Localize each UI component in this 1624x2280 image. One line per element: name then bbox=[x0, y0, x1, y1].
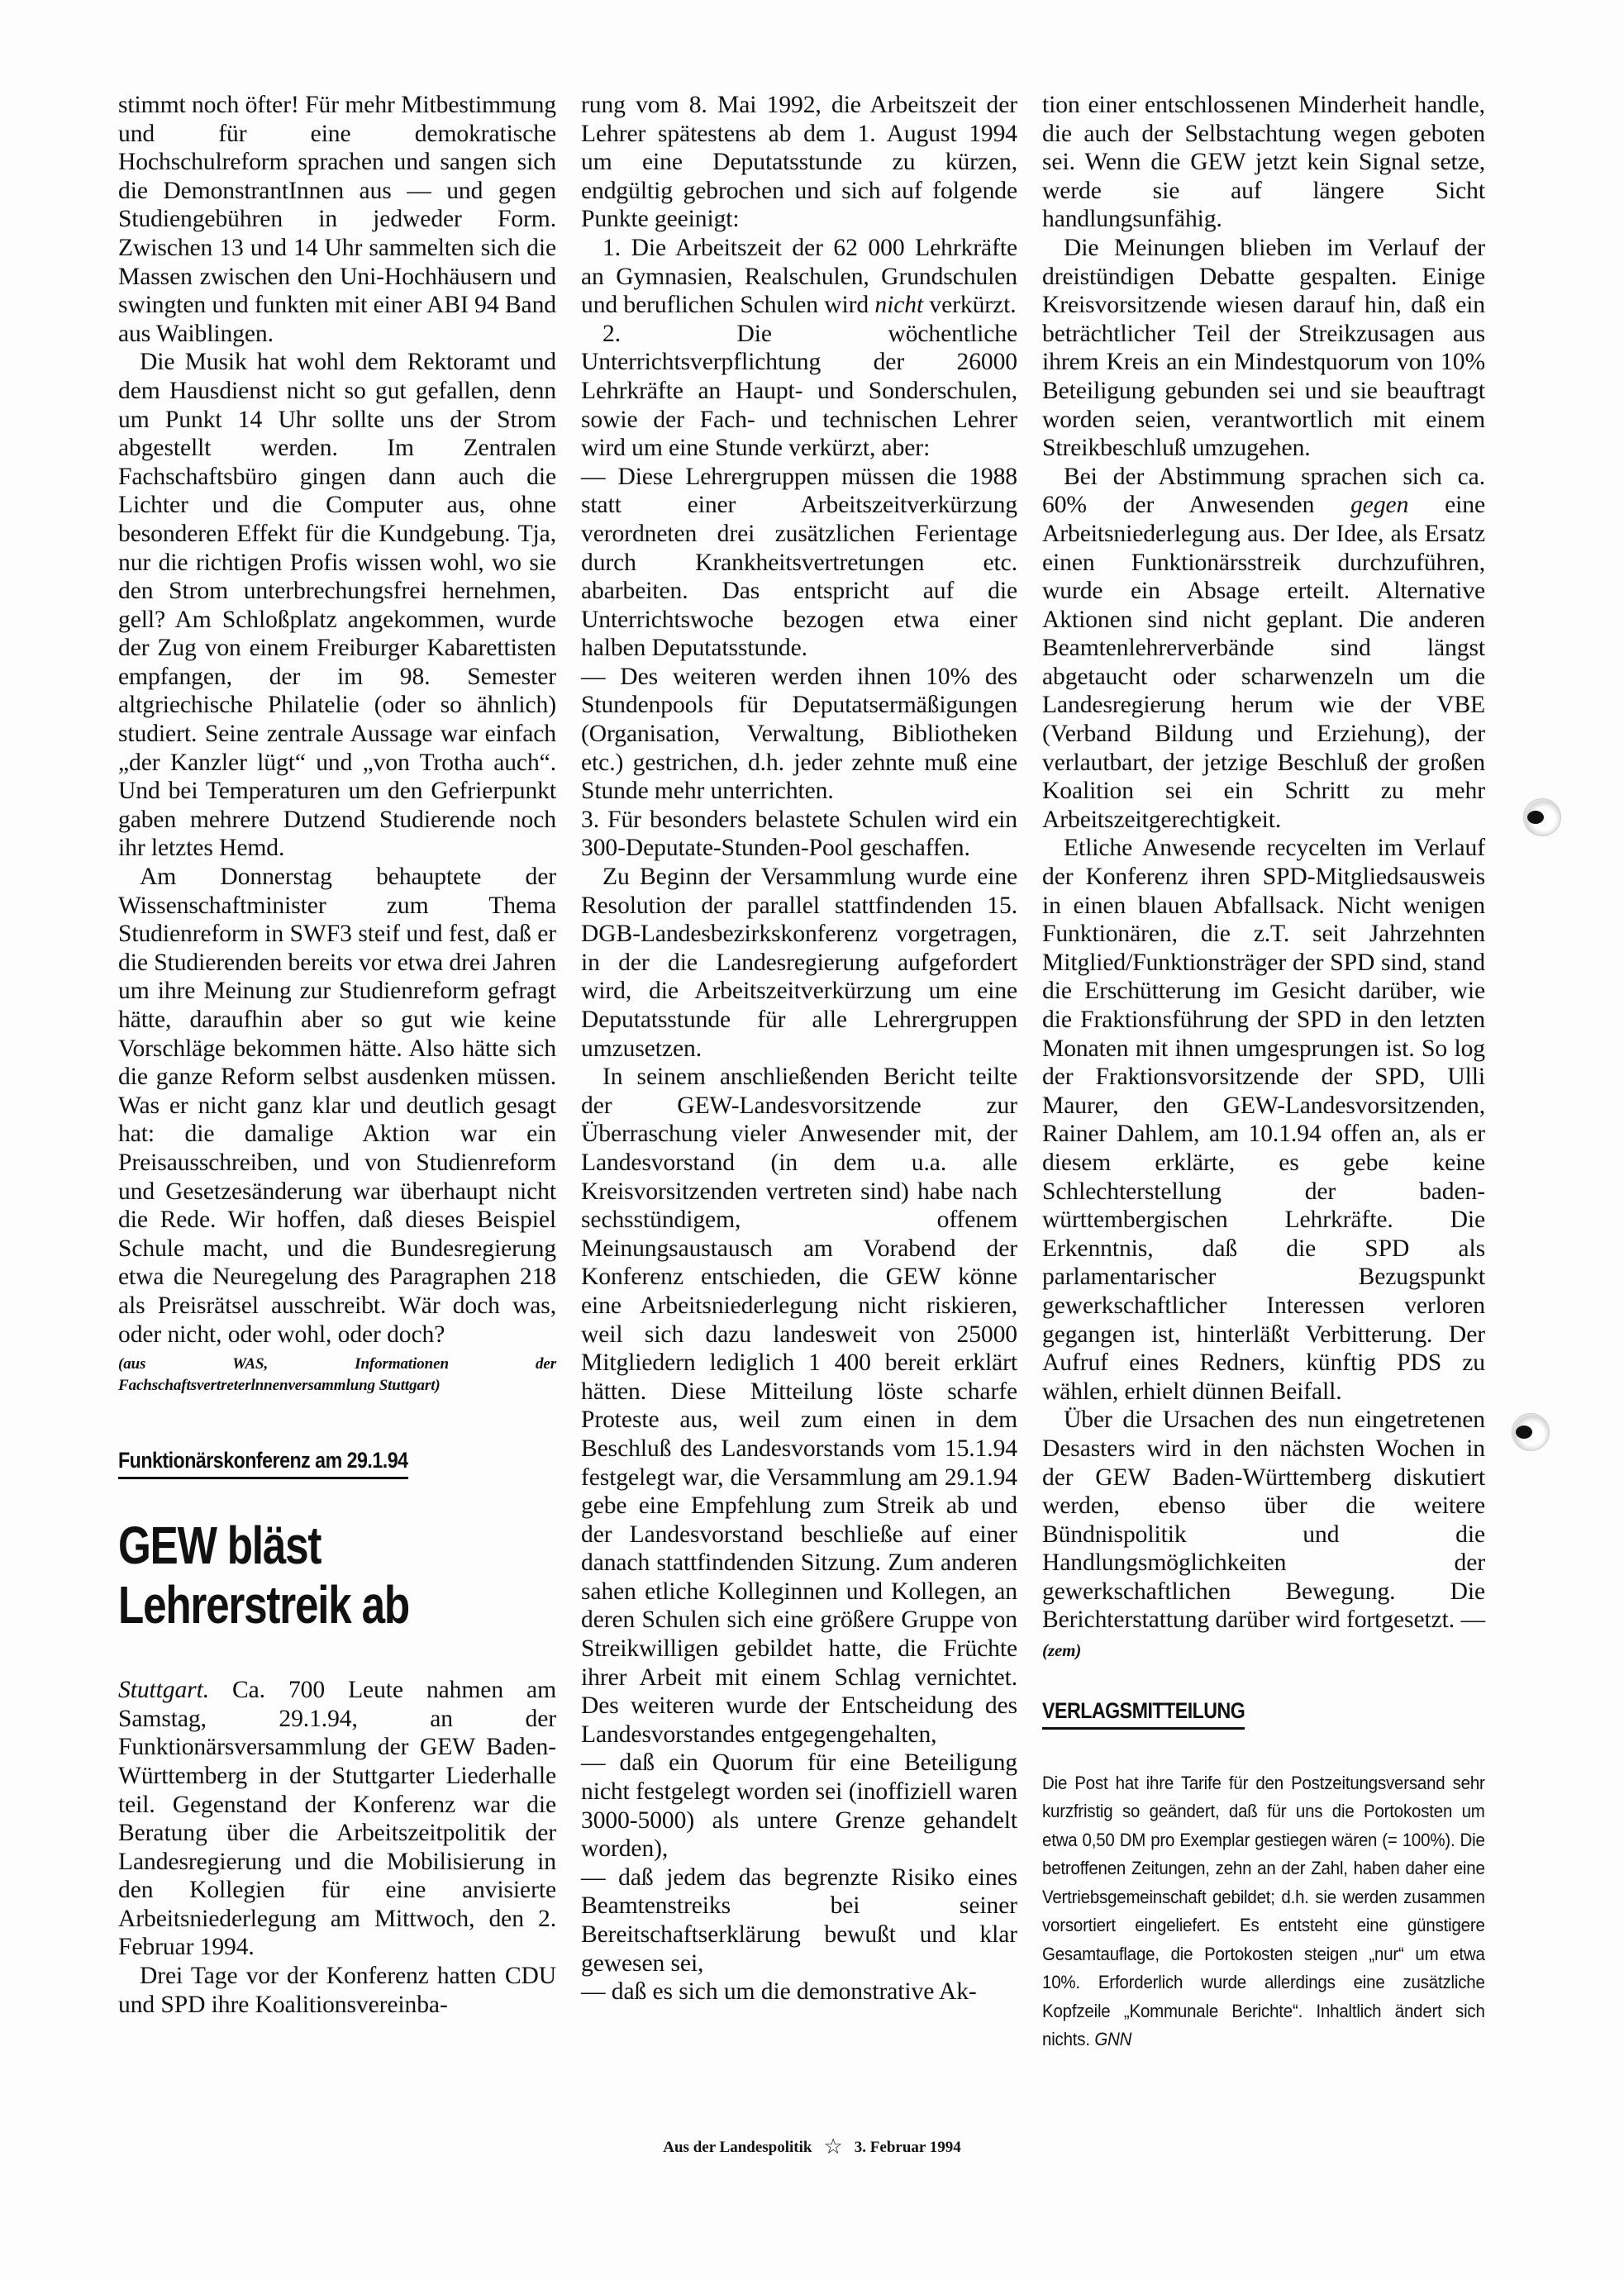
article-paragraph bbox=[1042, 1406, 1485, 1664]
article-paragraph: rung vom 8. Mai 1992, die Arbeitszeit der Lehrer spätestens ab dem 1. August 1994 um eine Deputatsstunde zu kürzen, endgültig gebrochen und sich auf folgende Punkte geeinigt: bbox=[581, 92, 1017, 233]
star-icon: ☆ bbox=[823, 2135, 843, 2159]
author-signature: (zem) bbox=[1042, 1640, 1082, 1661]
article-paragraph: stimmt noch öfter! Für mehr Mitbestimmung und für eine demokratische Hochschulreform sprachen und sangen sich die DemonstrantInnen aus — und gegen Studiengebühren in jedweder Form. Zwischen 13 und 14 Uhr sammelten sich die Massen zwischen den Uni-Hochhäusern und swingten und funkten mit einer ABI 94 Band aus Waiblingen. bbox=[118, 92, 556, 347]
article-paragraph: tion einer entschlossenen Minderheit handle, die auch der Selbstachtung wegen geboten sei. Wenn die GEW jetzt kein Signal setze, werde sie auf längere Sicht handlungsunfähig. bbox=[1042, 92, 1485, 233]
kicker-block bbox=[118, 1448, 556, 1479]
text-run: verkürzt. bbox=[923, 292, 1017, 319]
article-paragraph bbox=[1042, 463, 1485, 835]
page-footer bbox=[0, 2135, 1624, 2159]
notice-text: Die Post hat ihre Tarife für den Postzeitungsversand sehr kurzfristig so geändert, daß für uns die Portokosten um etwa 0,50 DM pro Exemplar gestiegen wären (= 100%). Die betroffenen Zeitungen, zehn an der Zahl, haben daher eine Vertriebsgemeinschaft gebildet; d.h. sie werden zusammen vorsortiert eingeliefert. Es entsteht eine günstigere Gesamtauflage, die Portokosten steigen „nur“ um etwa 10%. Erforderlich wurde allerdings eine zusätzliche Kopfzeile „Kommunale Berichte“. Inhaltlich ändert sich nichts. bbox=[1042, 1772, 1485, 2050]
article-paragraph: — Des weiteren werden ihnen 10% des Stundenpools für Deputatsermäßigungen (Organisation, Verwaltung, Bibliotheken etc.) gestrichen, d.h. jeder zehnte muß eine Stunde mehr unterrichten. bbox=[581, 663, 1017, 805]
lead-text: Ca. 700 Leute nahmen am Samstag, 29.1.94, an der Funktionärsversammlung der GEW Baden-Württemberg in der Stuttgarter Liederhalle teil. Gegenstand der Konferenz war die Beratung über die Arbeitszeitpolitik der Landesregierung und die Mobilisierung in den Kollegien für eine anvisierte Arbeitsniederlegung am Mittwoch, den 2. Februar 1994. bbox=[118, 1677, 556, 1961]
article-paragraph: In seinem anschließenden Bericht teilte der GEW-Landesvorsitzende zur Überraschung vieler Anwesender mit, der Landesvorstand (in dem u.a. alle Kreisvorsitzenden vertreten sind) habe nach sechsstündigem, offenem Meinungsaustausch am Vorabend der Konferenz entschieden, die GEW könne eine Arbeitsniederlegung nicht riskieren, weil sich dazu landesweit von 25000 Mitgliedern lediglich 1 400 bereit erklärt hätten. Diese Mitteilung löste scharfe Proteste aus, weil zum einen in dem Beschluß des Landesvorstands vom 15.1.94 festgelegt war, die Versammlung am 29.1.94 gebe eine Empfehlung zum Streik ab und der Landesvorstand beschließe auf einer danach stattfindenden Sitzung. Zum anderen sahen etliche Kolleginnen und Kollegen, an deren Schulen sich eine größere Gruppe von Streikwilligen gebildet hatte, die Früchte ihrer Arbeit mit einem Schlag vernichtet. Des weiteren wurde der Entscheidung des Landesvorstandes entgegengehalten, bbox=[581, 1064, 1017, 1748]
footer-section: Aus der Landespolitik bbox=[663, 2139, 812, 2156]
column-2 bbox=[581, 91, 1017, 2006]
dateline: Stuttgart. bbox=[118, 1677, 209, 1704]
headline bbox=[118, 1516, 469, 1635]
article-paragraph: Am Donnerstag behauptete der Wissenschaftminister zum Thema Studienreform in SWF3 steif und fest, daß er die Studierenden bereits vor etwa drei Jahren um ihre Meinung zur Studienreform gefragt hätte, daraufhin aber so gut wie keine Vorschläge bekommen hätte. Also hätte sich die ganze Reform selbst ausdenken müssen. Was er nicht ganz klar und deutlich gesagt hat: die damalige Aktion war ein Preisausschreiben, und von Studienreform und Gesetzesänderung war überhaupt nicht die Rede. Wir hoffen, daß dieses Beispiel Schule macht, und die Bundesregierung etwa die Neuregelung des Paragraphen 218 als Preisrätsel ausschreibt. Wär doch was, oder nicht, oder wohl, oder doch? bbox=[118, 864, 556, 1348]
source-note: (aus WAS, Informationen der Fachschaftsvertreterlnnenversammlung Stuttgart) bbox=[118, 1355, 556, 1395]
notice-signature: GNN bbox=[1094, 2029, 1132, 2050]
article-paragraph: — Diese Lehrergruppen müssen die 1988 statt einer Arbeitszeitverkürzung verordneten drei zusätzlichen Ferientage durch Krankheitsvertretungen etc. abarbeiten. Das entspricht auf die Unterrichtswoche bezogen etwa einer halben Deputatsstunde. bbox=[581, 463, 1017, 662]
article-paragraph: Etliche Anwesende recycelten im Verlauf der Konferenz ihren SPD-Mitgliedsausweis in einen blauen Abfallsack. Nicht wenigen Funktionären, die z.T. seit Jahrzehnten Mitglied/Funktionsträger der SPD sind, stand die Erschütterung im Gesicht darüber, wie die Fraktionsführung der SPD in den letzten Monaten mit ihnen umgesprungen ist. So log der Fraktionsvorsitzende der SPD, Ulli Maurer, den GEW-Landesvorsitzenden, Rainer Dahlem, am 10.1.94 offen an, als er diesem erklärte, es gebe keine Schlechterstellung der baden-württembergischen Lehrkräfte. Die Erkenntnis, daß die SPD als parlamentarischer Bezugspunkt gewerkschaftlicher Interessen verloren gegangen ist, hinterläßt Verbitterung. Der Aufruf eines Redners, künftig PDS zu wählen, erhielt dünnen Beifall. bbox=[1042, 835, 1485, 1405]
article-paragraph: Zu Beginn der Versammlung wurde eine Resolution der parallel stattfindenden 15. DGB-Landesbezirkskonferenz vorgetragen, in der die Landesregierung aufgefordert wird, die Arbeitszeitverkürzung um eine Deputatsstunde für alle Lehrergruppen umzusetzen. bbox=[581, 864, 1017, 1062]
article-paragraph: 3. Für besonders belastete Schulen wird ein 300-Deputate-Stunden-Pool geschaffen. bbox=[581, 806, 1017, 862]
article-paragraph: 2. Die wöchentliche Unterrichtsverpflichtung der 26000 Lehrkräfte an Haupt- und Sonderschulen, sowie der Fach- und technischen Lehrer wird um eine Stunde verkürzt, aber: bbox=[581, 320, 1017, 462]
lead-paragraph bbox=[118, 1676, 556, 1962]
column-3 bbox=[1042, 91, 1485, 2054]
headline-line: GEW bläst bbox=[118, 1516, 321, 1576]
notice-title-block bbox=[1042, 1698, 1485, 1730]
text-run: eine Arbeitsniederlegung aus. Der Idee, als Ersatz einen Funktionärsstreik durchzuführen, wurde ein Absage erteilt. Alternative Aktionen sind nicht geplant. Die anderen Beamtenlehrerverbände sind längst abgetaucht oder scharwenzeln um die Landesregierung herum wie der VBE (Verband Bildung und Erziehung), der verlautbart, der jetzige Beschluß der großen Koalition sei ein Schritt zu mehr Arbeitszeitgerechtigkeit. bbox=[1042, 492, 1485, 833]
punch-hole-icon bbox=[1523, 798, 1561, 836]
text-run: Bei der Abstimmung sprachen sich ca. 60% der Anwesenden bbox=[1042, 463, 1485, 519]
publisher-notice bbox=[1042, 1769, 1485, 2054]
text-run: 1. Die Arbeitszeit der 62 000 Lehrkräfte an Gymnasien, Realschulen, Grundschulen und beruflichen Schulen wird bbox=[581, 234, 1017, 319]
emphasis: nicht bbox=[874, 292, 924, 319]
article-kicker: Funktionärskonferenz am 29.1.94 bbox=[118, 1448, 407, 1479]
punch-hole-icon bbox=[1512, 1413, 1550, 1451]
notice-title: VERLAGSMITTEILUNG bbox=[1042, 1698, 1245, 1730]
headline-line: Lehrerstreik ab bbox=[118, 1575, 409, 1635]
article-paragraph: — daß es sich um die demonstrative Ak- bbox=[581, 1978, 977, 2006]
article-paragraph: Die Meinungen blieben im Verlauf der dreistündigen Debatte gespalten. Einige Kreisvorsitzende wiesen darauf hin, daß ein beträchtlicher Teil der Streikzusagen aus ihrem Kreis an ein Mindestquorum von 10% Beteiligung gebunden sei und sie beauftragt worden seien, verantwortlich mit einem Streikbeschluß umzugehen. bbox=[1042, 234, 1485, 462]
article-paragraph: — daß jedem das begrenzte Risiko eines Beamtenstreiks bei seiner Bereitschaftserklärung bewußt und klar gewesen sei, bbox=[581, 1864, 1017, 1977]
article-paragraph: Die Musik hat wohl dem Rektoramt und dem Hausdienst nicht so gut gefallen, denn um Punkt 14 Uhr sollte uns der Strom abgestellt werden. Im Zentralen Fachschaftsbüro gingen dann auch die Lichter und die Computer aus, ohne besonderen Effekt für die Kundgebung. Tja, nur die richtigen Profis wissen wohl, wo sie den Strom unterbrechungsfrei hernehmen, gell? Am Schloßplatz angekommen, wurde der Zug von einem Freiburger Kabarettisten empfangen, der im 98. Semester altgriechische Philatelie (oder so ähnlich) studiert. Seine zentrale Aussage war einfach „der Kanzler lügt“ und „von Trotha auch“. Und bei Temperaturen um den Gefrierpunkt gaben mehrere Dutzend Studierende noch ihr letztes Hemd. bbox=[118, 349, 556, 862]
text-run: Über die Ursachen des nun eingetretenen Desasters wird in den nächsten Wochen in der GEW Baden-Württemberg diskutiert werden, ebenso über die weitere Bündnispolitik und die Handlungsmöglichkeiten der gewerkschaftlichen Bewegung. Die Berichterstattung darüber wird fortgesetzt. — bbox=[1042, 1407, 1485, 1634]
column-1 bbox=[118, 91, 556, 2019]
article-paragraph: — daß ein Quorum für eine Beteiligung nicht festgelegt worden sei (inoffiziell waren 3000-5000) als untere Grenze gehandelt worden), bbox=[581, 1749, 1017, 1863]
emphasis: gegen bbox=[1350, 492, 1409, 519]
article-paragraph: Drei Tage vor der Konferenz hatten CDU und SPD ihre Koalitionsvereinba- bbox=[118, 1963, 556, 2018]
article-paragraph bbox=[581, 234, 1017, 320]
footer-date: 3. Februar 1994 bbox=[854, 2139, 961, 2156]
